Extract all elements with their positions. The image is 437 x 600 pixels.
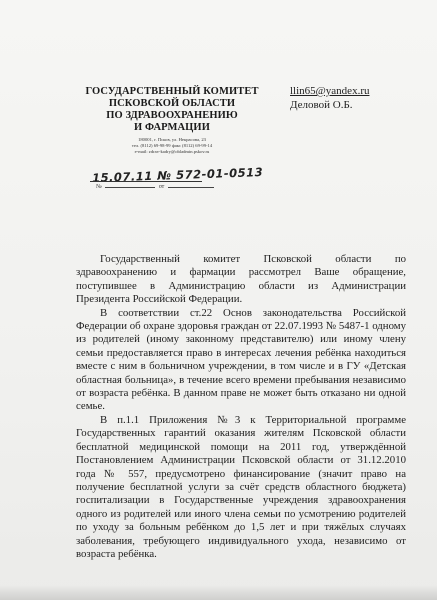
recipient-block <box>290 84 369 112</box>
scan-shadow <box>0 585 437 600</box>
organization-contacts <box>72 137 272 155</box>
reference-line <box>96 184 214 190</box>
letter-body <box>76 253 406 561</box>
reference-date-blank <box>168 187 214 188</box>
registration-underline <box>90 181 202 182</box>
organization-name-line: И ФАРМАЦИИ <box>134 122 210 133</box>
organization-address: 180001, г. Псков, ул. Некрасова, 23 <box>138 137 206 142</box>
reference-number-blank <box>105 187 155 188</box>
organization-email: e-mail: zdrav-kadry@obladmin.pskov.ru <box>134 149 210 154</box>
paragraph: В соответствии ст.22 Основ законодательства Российской Федерации об охране здоровья граждан от 22.07.1993 № 5487-1 одному из родителей (иному законному представителю) или иному члену семьи предоставляется право в интересах лечения ребёнка находиться вместе с ним в больничном учреждении, в том числе и в ГУ «Детская областная больница», в течение всего времени пребывания независимо от возраста ребёнка. В данном праве не может быть отказано ни одной семье. <box>76 306 406 413</box>
paragraph: В п.1.1 Приложения №3 к Территориальной программе Государственных гарантий оказания жителям Псковской области бесплатной медицинской помощи на 2011 год, утверждённой Постановлением Администрации Псковской области от 31.12.2010 года № 557, предусмотрено финансирование (значит право на получение бесплатной услуги за счёт средств областного бюджета) госпитализации в Государственные учреждения здравоохранения одного из родителей или иного члена семьи по усмотрению родителей по уходу за больным ребёнком до 1,5 лет и при тяжёлых случаях заболевания, требующего индивидуального ухода, независимо от возраста ребёнка. <box>76 413 406 560</box>
organization-name <box>72 86 272 134</box>
organization-phone: тел. (8112) 69-98-99 факс (8112) 69-99-14 <box>131 143 213 148</box>
organization-name-line: ГОСУДАРСТВЕННЫЙ КОМИТЕТ <box>85 86 259 97</box>
recipient-name: Деловой О.Б. <box>290 99 353 111</box>
reference-number-label: № <box>96 184 102 190</box>
organization-name-line: ПО ЗДРАВООХРАНЕНИЮ <box>106 110 238 121</box>
reference-date-label: от <box>158 184 165 190</box>
handwritten-registration-number: 15.07.11 № 572-01-0513 <box>91 165 264 185</box>
paragraph: Государственный комитет Псковской области по здравоохранению и фармации рассмотрел Ваше обращение, поступившее в Администрацию области из Администрации Президента Российской Федерации. <box>76 253 406 306</box>
organization-name-line: ПСКОВСКОЙ ОБЛАСТИ <box>108 98 236 109</box>
recipient-email: llin65@yandex.ru <box>290 85 370 97</box>
organization-header <box>72 86 272 155</box>
